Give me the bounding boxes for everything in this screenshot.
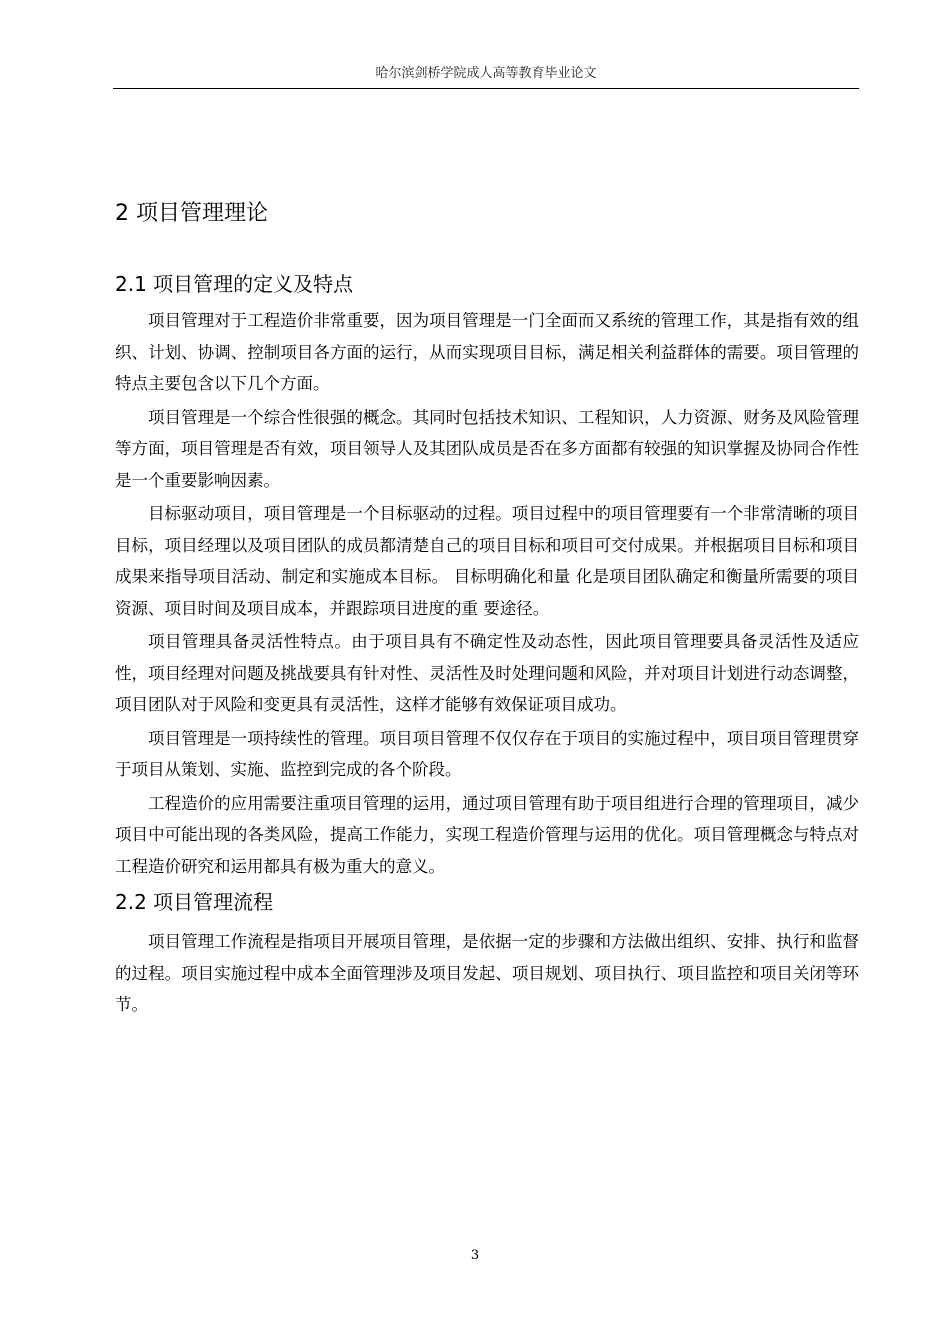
page-number: 3	[470, 1248, 480, 1263]
section-2-2-title: 2.2 项目管理流程	[115, 890, 274, 914]
paragraph: 项目管理工作流程是指项目开展项目管理，是依据一定的步骤和方法做出组织、安排、执行和监督的过程。项目实施过程中成本全面管理涉及项目发起、项目规划、项目执行、项目监控和项目关闭等环节。	[115, 932, 859, 1014]
chapter-title: 2 项目管理理论	[115, 201, 268, 226]
document-body	[115, 192, 859, 1023]
header-divider	[113, 88, 859, 89]
paragraph: 项目管理对于工程造价非常重要，因为项目管理是一门全面而又系统的管理工作，其是指有效的组织、计划、协调、控制项目各方面的运行，从而实现项目目标，满足相关利益群体的需要。项目管理的特点主要包含以下几个方面。	[115, 311, 859, 393]
paragraph: 项目管理是一个综合性很强的概念。其同时包括技术知识、工程知识，人力资源、财务及风险管理等方面，项目管理是否有效，项目领导人及其团队成员是否在多方面都有较强的知识掌握及协同合作性是一个重要影响因素。	[115, 407, 859, 490]
running-header: 哈尔滨剑桥学院成人高等教育毕业论文	[375, 66, 597, 81]
section-2-1-title: 2.1 项目管理的定义及特点	[115, 272, 354, 296]
paragraph: 工程造价的应用需要注重项目管理的运用，通过项目管理有助于项目组进行合理的管理项目，减少项目中可能出现的各类风险，提高工作能力，实现工程造价管理与运用的优化。项目管理概念与特点对工程造价研究和运用都具有极为重大的意义。	[115, 793, 859, 876]
paragraph: 项目管理具备灵活性特点。由于项目具有不确定性及动态性，因此项目管理要具备灵活性及适应性，项目经理对问题及挑战要具有针对性、灵活性及时处理问题和风险，并对项目计划进行动态调整，项目团队对于风险和变更具有灵活性，这样才能够有效保证项目成功。	[115, 632, 859, 714]
paragraph: 目标驱动项目，项目管理是一个目标驱动的过程。项目过程中的项目管理要有一个非常清晰的项目目标，项目经理以及项目团队的成员都清楚自己的项目目标和项目可交付成果。并根据项目目标和项目成果来指导项目活动、制定和实施成本目标。 目标明确化和量 化是项目团队确定和衡量所需要的项目资源、项目时间及项目成本，并跟踪项目进度的重 要途径。	[115, 504, 859, 618]
paragraph: 项目管理是一项持续性的管理。项目项目管理不仅仅存在于项目的实施过程中，项目项目管理贯穿于项目从策划、实施、监控到完成的各个阶段。	[115, 728, 859, 779]
